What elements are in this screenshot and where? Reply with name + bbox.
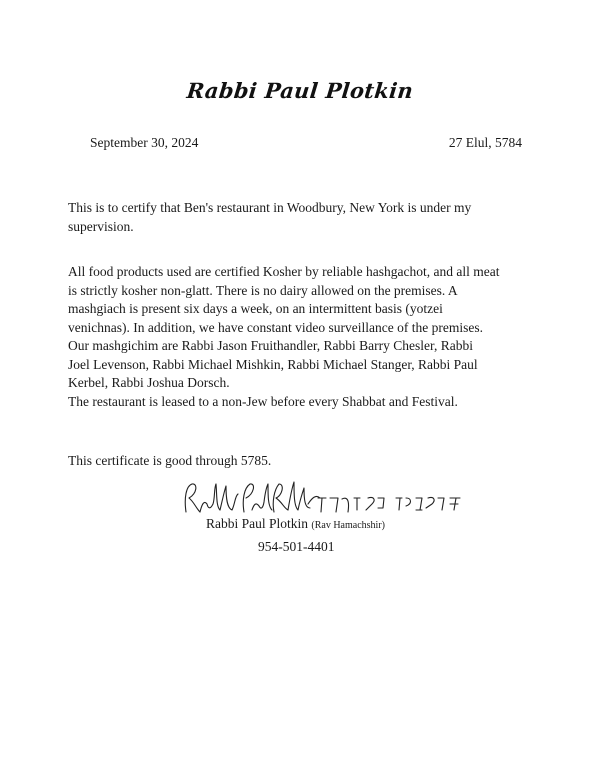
details-line: All food products used are certified Kosher by reliable hashgachot, and all meat	[68, 264, 500, 279]
details-line: Joel Levenson, Rabbi Michael Mishkin, Rabbi Michael Stanger, Rabbi Paul	[68, 356, 478, 372]
signer-name: Rabbi Paul Plotkin	[206, 516, 309, 531]
details-paragraph	[68, 263, 538, 411]
details-line: Kerbel, Rabbi Joshua Dorsch.	[68, 375, 230, 390]
details-line: Our mashgichim are Rabbi Jason Fruithandler, Rabbi Barry Chesler, Rabbi	[68, 338, 473, 353]
validity-paragraph: This certificate is good through 5785.	[68, 453, 272, 468]
date-row	[90, 135, 522, 151]
letterhead-name: Rabbi Paul Plotkin	[185, 78, 415, 103]
details-line: venichnas). In addition, we have constant video surveillance of the premises.	[68, 319, 483, 335]
signer-role: (Rav Hamachshir)	[311, 520, 385, 531]
details-line: mashgiach is present six days a week, on an intermittent basis (yotzei	[68, 301, 443, 316]
signer-name-line	[206, 516, 385, 532]
hebrew-date: 27 Elul, 5784	[448, 135, 522, 150]
certification-paragraph: This is to certify that Ben's restaurant in Woodbury, New York is under my supervision.	[68, 200, 472, 234]
details-line: The restaurant is leased to a non-Jew before every Shabbat and Festival.	[68, 393, 458, 409]
details-line: is strictly kosher non-glatt. There is no dairy allowed on the premises. A	[68, 282, 458, 298]
signer-phone: 954-501-4401	[258, 539, 335, 554]
gregorian-date: September 30, 2024	[90, 135, 199, 150]
